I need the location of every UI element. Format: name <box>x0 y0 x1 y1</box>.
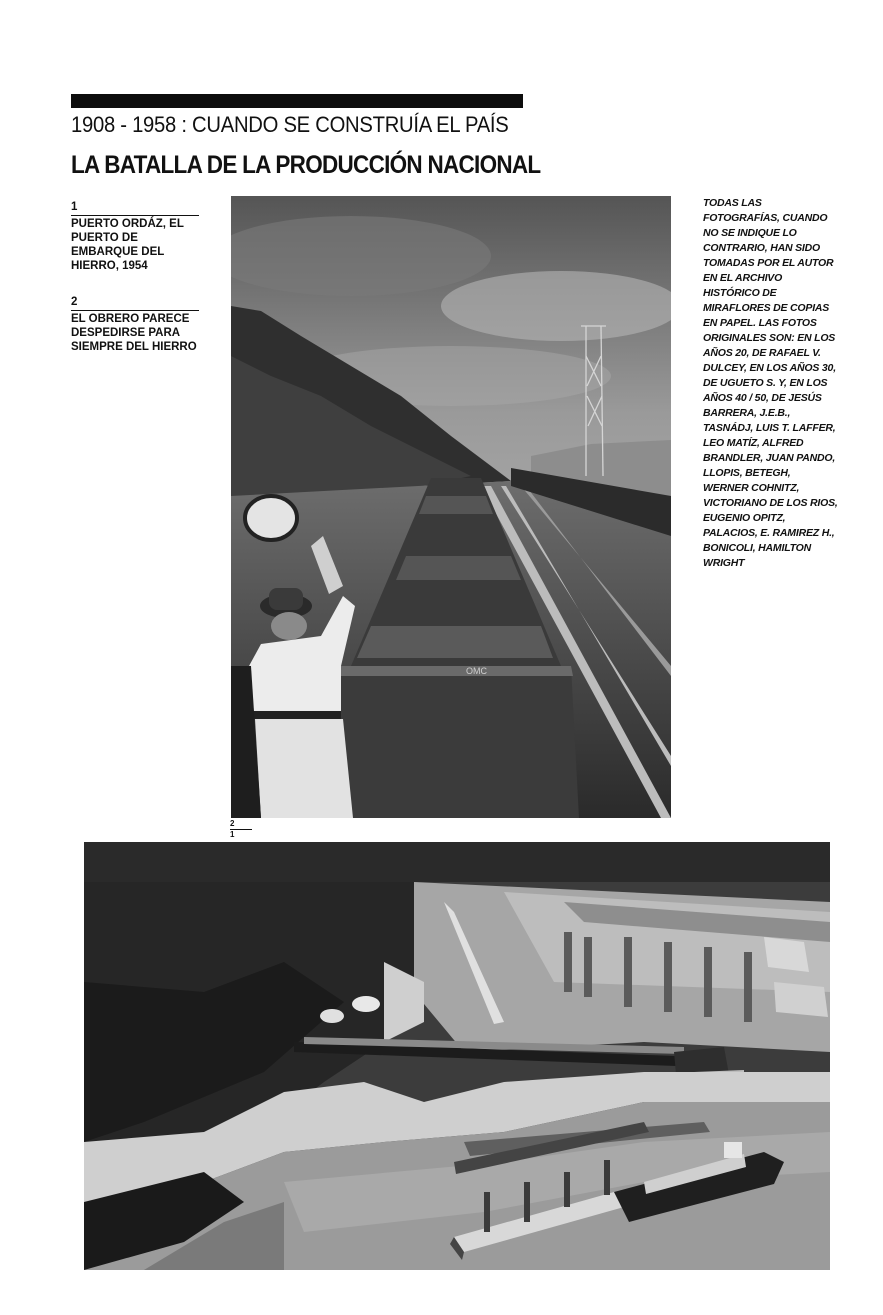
photo-credits: TODAS LAS FOTOGRAFÍAS, CUANDO NO SE INDIQUE LO CONTRARIO, HAN SIDO TOMADAS POR EL AUTOR EN EL ARCHIVO HISTÓRICO DE MIRAFLORES DE COPIAS EN PAPEL. LAS FOTOS ORIGINALES SON: EN LOS AÑOS 20, DE RAFAEL V. DULCEY, EN LOS AÑOS 30, DE UGUETO S. Y, EN LOS AÑOS 40 / 50, DE JESÚS BARRERA, J.E.B., TASNÁDJ, LUIS T. LAFFER, LEO MATÍZ, ALFRED BRANDLER, JUAN PANDO, LLOPIS, BETEGH, WERNER COHNITZ, VICTORIANO DE LOS RIOS, EUGENIO OPITZ, PALACIOS, E. RAMIREZ H., BONICOLI, HAMILTON WRIGHT <box>703 197 838 569</box>
photo-puerto-ordaz <box>84 842 830 1270</box>
section-kicker: 1908 - 1958 : CUANDO SE CONSTRUÍA EL PAÍS <box>71 112 509 137</box>
caption-2 <box>71 295 199 354</box>
caption-1 <box>71 200 199 273</box>
caption-1-text: PUERTO ORDÁZ, EL PUERTO DE EMBARQUE DEL HIERRO, 1954 <box>71 218 184 272</box>
railcar-mark: OMC <box>466 666 487 676</box>
header-rule <box>71 94 523 108</box>
photo-reference-bottom: 1 <box>230 830 235 839</box>
caption-2-number: 2 <box>71 295 199 311</box>
photo-reference-top: 2 <box>230 819 235 828</box>
photo-reference <box>230 820 252 839</box>
page-headline: LA BATALLA DE LA PRODUCCIÓN NACIONAL <box>71 151 541 179</box>
photo-worker-train <box>231 196 671 818</box>
caption-2-text: EL OBRERO PARECE DESPEDIRSE PARA SIEMPRE DEL HIERRO <box>71 313 197 353</box>
caption-1-number: 1 <box>71 200 199 216</box>
